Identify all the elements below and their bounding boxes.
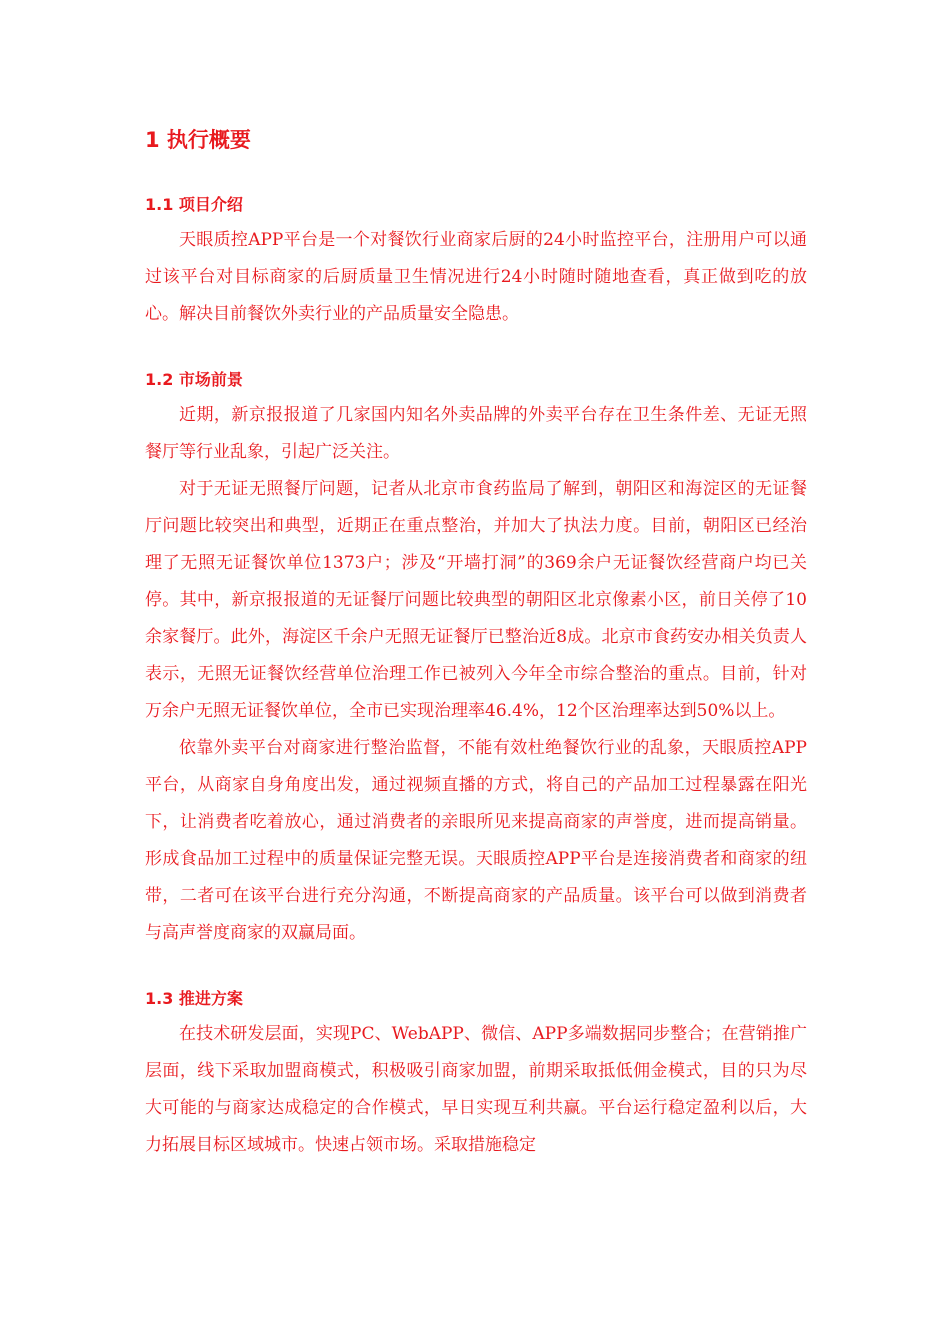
heading-promotion-plan: 1.3 推进方案 — [145, 989, 243, 1008]
paragraph-market-2: 对于无证无照餐厅问题，记者从北京市食药监局了解到，朝阳区和海淀区的无证餐厅问题比较突出和典型，近期正在重点整治，并加大了执法力度。目前，朝阳区已经治理了无照无证餐饮单位1373户；涉及“开墙打洞”的369余户无证餐饮经营商户均已关停。其中，新京报报道的无证餐厅问题比较典型的朝阳区北京像素小区，前日关停了10余家餐厅。此外，海淀区千余户无照无证餐厅已整治近8成。北京市食药安办相关负责人表示，无照无证餐饮经营单位治理工作已被列入今年全市综合整治的重点。目前，针对万余户无照无证餐饮单位，全市已实现治理率46.4%，12个区治理率达到50%以上。 — [145, 479, 807, 721]
document-body — [145, 118, 807, 1164]
heading-project-intro: 1.1 项目介绍 — [145, 195, 243, 214]
paragraph-promotion: 在技术研发层面，实现PC、WebAPP、微信、APP多端数据同步整合；在营销推广层面，线下采取加盟商模式，积极吸引商家加盟，前期采取抵低佣金模式，目的只为尽大可能的与商家达成稳定的合作模式，早日实现互利共赢。平台运行稳定盈利以后，大力拓展目标区域城市。快速占领市场。采取措施稳定 — [145, 1024, 807, 1155]
heading-executive-summary: 1 执行概要 — [145, 128, 251, 152]
section-gap — [145, 333, 807, 363]
section-gap — [145, 952, 807, 982]
paragraph-project-intro: 天眼质控APP平台是一个对餐饮行业商家后厨的24小时监控平台，注册用户可以通过该平台对目标商家的后厨质量卫生情况进行24小时随时随地查看，真正做到吃的放心。解决目前餐饮外卖行业的产品质量安全隐患。 — [145, 230, 807, 324]
paragraph-market-3: 依靠外卖平台对商家进行整治监督，不能有效杜绝餐饮行业的乱象，天眼质控APP平台，从商家自身角度出发，通过视频直播的方式，将自己的产品加工过程暴露在阳光下，让消费者吃着放心，通过消费者的亲眼所见来提高商家的声誉度，进而提高销量。形成食品加工过程中的质量保证完整无误。天眼质控APP平台是连接消费者和商家的纽带，二者可在该平台进行充分沟通，不断提高商家的产品质量。该平台可以做到消费者与高声誉度商家的双赢局面。 — [145, 738, 807, 943]
paragraph-market-1: 近期，新京报报道了几家国内知名外卖品牌的外卖平台存在卫生条件差、无证无照餐厅等行业乱象，引起广泛关注。 — [145, 405, 807, 462]
heading-market-outlook: 1.2 市场前景 — [145, 370, 243, 389]
